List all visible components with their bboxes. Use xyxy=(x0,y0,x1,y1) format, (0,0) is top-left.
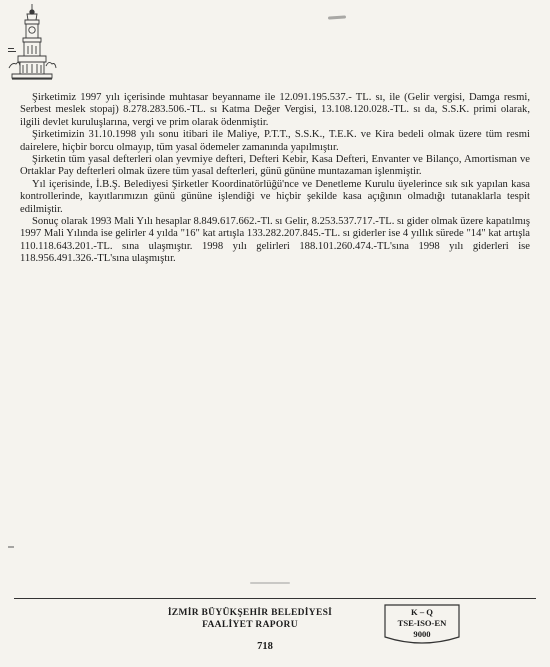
page-number: 718 xyxy=(257,641,273,652)
paragraph-financial-results: Sonuç olarak 1993 Mali Yılı hesaplar 8.849.617.662.-Tl. sı Gelir, 8.253.537.717.-TL. sı gider olmak üzere kapatılmış 1997 Mali Yılında ise gelirler 4 yılda "16" kat artışla 133.282.207.845.-TL. sı giderler ise 4 yıllık sürede "14" kat artışla 110.118.643.201.-TL. sına ulaşmıştır. 1998 yılı gelirleri 188.101.260.474.-TL'sına 1998 yılı giderleri ise 118.956.491.326.-TL'sına ulaşmıştır. xyxy=(20,216,530,265)
paragraph-ledgers: Şirketin tüm yasal defterleri olan yevmiye defteri, Defteri Kebir, Kasa Defteri, Envanter ve Bilanço, Amortisman ve Ortaklar Pay defterleri olmak üzere tüm yasal defterleri, günü gününe muntazaman işlenmiştir. xyxy=(20,154,530,178)
scan-mark xyxy=(328,15,346,19)
paragraph-tax-payments: Şirketimiz 1997 yılı içerisinde muhtasar beyanname ile 12.091.195.537.- TL. sı, ile (Gelir vergisi, Damga resmi, Serbest meslek stopaj) 8.278.283.506.-TL. sı Katma Değer Vergisi, 13.108.120.028.-TL. sı da, S.S.K. primi olarak, ilgili devlet kuruluşlarına, vergi ve prim olarak ödenmiştir. xyxy=(20,92,530,128)
footer-report-name: FAALİYET RAPORU xyxy=(202,620,298,630)
badge-kq: K – Q xyxy=(411,607,433,617)
scan-mark xyxy=(250,582,290,584)
footer-divider xyxy=(14,598,536,599)
tse-iso-badge xyxy=(381,603,463,647)
report-body xyxy=(20,92,530,266)
clock-tower-logo-icon xyxy=(6,2,58,82)
paragraph-cash-audits: Yıl içerisinde, İ.B.Ş. Belediyesi Şirketler Koordinatörlüğü'nce ve Denetleme Kurulu üyelerince sık sık yapılan kasa kontrollerinde, kayıtlarımızın günü gününe işlendiği ve hiçbir şekilde kasa açığının olmadığı tutanaklarla tespit edilmiştir. xyxy=(20,178,530,215)
paragraph-no-debts: Şirketimizin 31.10.1998 yılı sonu itibari ile Maliye, P.T.T., S.S.K., T.E.K. ve Kira bedeli olmak üzere tüm resmi dairelere, hiçbir borcu olmayıp, tüm yasal ödemeler zamanında yapılmıştır. xyxy=(20,129,530,153)
footer-org-name: İZMİR BÜYÜKŞEHİR BELEDİYESİ xyxy=(167,608,333,618)
scan-mark xyxy=(8,546,14,548)
badge-number: 9000 xyxy=(413,629,431,639)
footer-title xyxy=(130,607,370,631)
badge-standard: TSE-ISO-EN xyxy=(397,618,447,628)
